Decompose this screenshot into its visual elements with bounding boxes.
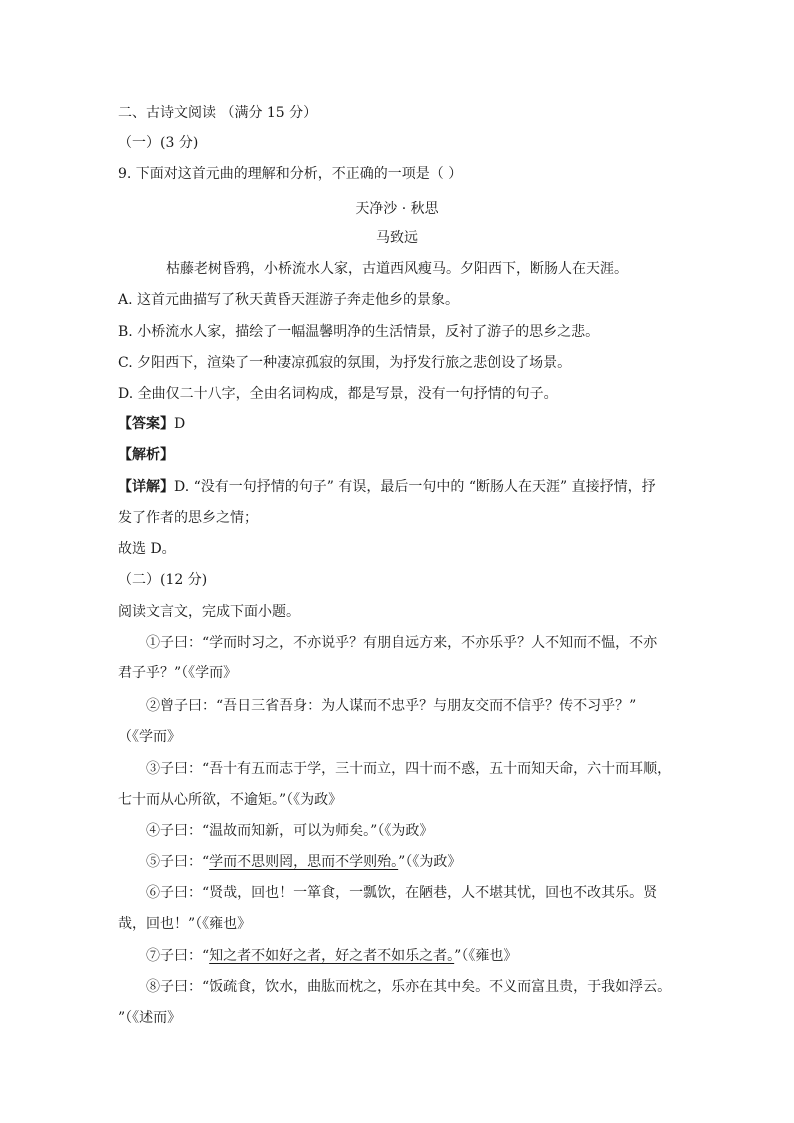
detail-label: 【详解】 [118,479,174,495]
passage-7 [146,946,706,966]
poem-author: 马致远 [376,230,418,246]
passage-5 [146,852,706,872]
passage-4: ④子曰：“温故而知新，可以为师矣。”（《为政》 [146,823,434,839]
passage-8-line-1: ⑧子曰：“饭疏食，饮水，曲肱而枕之，乐亦在其中矣。不义而富且贵，于我如浮云。 [146,979,672,995]
passage-6-line-1: ⑥子曰：“贤哉，回也！一箪食，一瓢饮，在陋巷，人不堪其忧，回也不改其乐。贤 [146,885,658,901]
passage-5-prefix: ⑤子曰：“ [146,854,210,870]
answer-line [118,414,678,434]
passage-7-suffix: ”（《雍也》 [454,948,518,964]
part1-header: （一）(3 分) [118,135,199,151]
passage-5-suffix: ”（《为政》 [398,854,462,870]
detail-line-2: 发了作者的思乡之情； [118,510,258,526]
answer-value: D [174,416,186,432]
passage-8-line-2: ”（《述而》 [118,1010,182,1026]
option-a: A. 这首元曲描写了秋天黄昏天涯游子奔走他乡的景象。 [118,292,460,308]
answer-label: 【答案】 [118,416,174,432]
option-d: D. 全曲仅二十八字，全由名词构成，都是写景，没有一句抒情的句子。 [118,386,558,402]
passage-3-line-2: 七十而从心所欲，不逾矩。”（《为政》 [118,792,343,808]
option-c: C. 夕阳西下，渲染了一种凄凉孤寂的氛围，为抒发行旅之悲创设了场景。 [118,355,572,371]
conclusion: 故选 D。 [118,541,176,557]
detail-text: D. “没有一句抒情的句子” 有误，最后一句中的 “断肠人在天涯” 直接抒情，抒 [174,479,656,495]
passage-2-line-1: ②曾子曰：“吾日三省吾身：为人谋而不忠乎？与朋友交而不信乎？传不习乎？” [146,698,637,714]
passage-5-underlined: 学而不思则罔，思而不学则殆。 [209,854,399,870]
part2-header: （二）(12 分) [118,572,208,588]
passage-1-line-1: ①子曰：“学而时习之，不亦说乎？有朋自远方来，不亦乐乎？人不知而不愠，不亦 [146,635,658,651]
section-title: 二、古诗文阅读 （满分 15 分） [118,105,318,121]
passage-7-prefix: ⑦子曰：“ [146,948,210,964]
analysis-label: 【解析】 [118,447,174,463]
question-9-stem: 9. 下面对这首元曲的理解和分析，不正确的一项是（ ） [118,166,463,182]
poem-title: 天净沙 · 秋思 [355,201,439,217]
option-b: B. 小桥流水人家，描绘了一幅温馨明净的生活情景，反衬了游子的思乡之悲。 [118,324,600,340]
passage-7-underlined: 知之者不如好之者，好之者不如乐之者。 [209,948,455,964]
poem-text: 枯藤老树昏鸦，小桥流水人家，古道西风瘦马。夕阳西下，断肠人在天涯。 [166,261,628,277]
part2-intro: 阅读文言文，完成下面小题。 [118,604,300,620]
passage-1-line-2: 君子乎？”（《学而》 [118,665,238,681]
passage-3-line-1: ③子曰：“吾十有五而志于学，三十而立，四十而不惑，五十而知天命，六十而耳顺， [146,761,672,777]
passage-2-line-2: （《学而》 [118,729,181,745]
passage-6-line-2: 哉，回也！”（《雍也》 [118,916,252,932]
detail-line-1 [118,477,678,497]
